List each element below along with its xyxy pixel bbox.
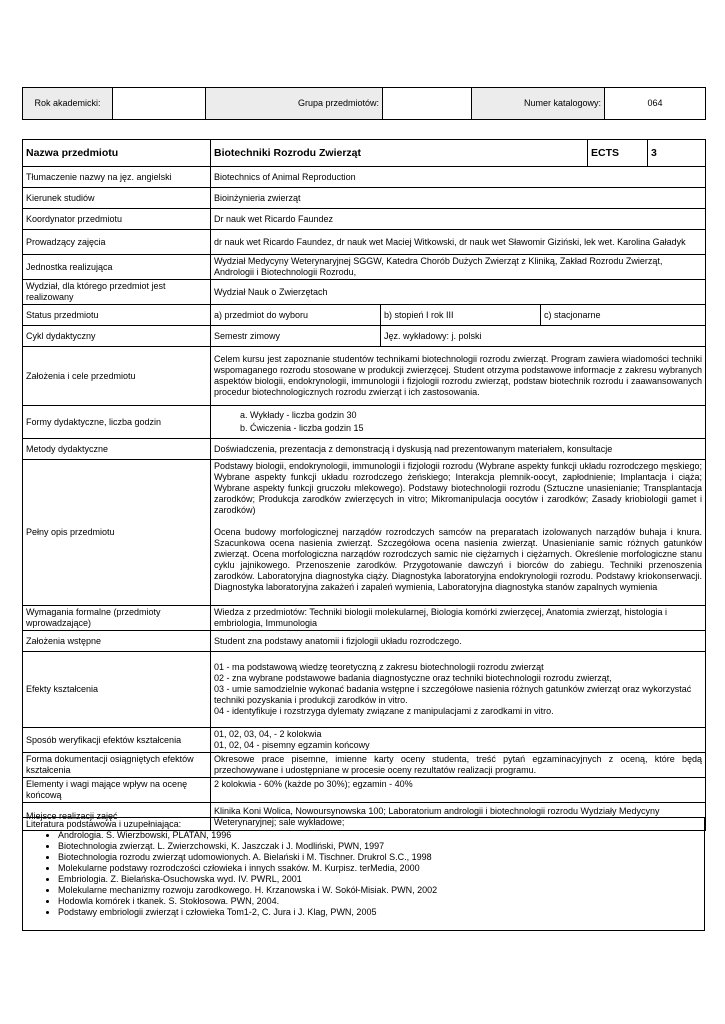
description-paragraph-2: Ocena budowy morfologicznej narządów rozrodczych samców na preparatach izolowanych narządów buhaja i knura. Szacunkowa ocena nasienia zwierząt. Szczegółowa ocena nasienia zwierząt. Unasienianie samic różnych gatunków zwierząt. Ocena morfologiczna narządów rozrodczych samic nie ciężarnych i ciężarnych. Określenie morfologiczne stanu cyklu jajnikowego. Przenoszenie zarodków. Przygotowanie dawczyń i biorców do zabiegu. Techniki przenoszenia zarodków. Laboratoryjna diagnostyka ciąży. Diagnostyka laboratoryjna endokrynologii rozrodu. Podstawy kriokonserwacji. Diagnostyka laboratoryjna zakażeń i zapaleń wymienia, Laboratoryjna diagnostyka stanów zapalnych wymienia	[214, 527, 703, 592]
academic-year-label: Rok akademicki:	[23, 88, 113, 120]
grading-label: Elementy i wagi mające wpływ na ocenę końcową	[23, 778, 211, 803]
methods-row	[23, 439, 706, 460]
verification-line: 01, 02, 03, 04, - 2 kolokwia	[214, 729, 322, 739]
outcome-item: 02 - zna wybrane podstawowe badania diagnostyczne oraz techniki biotechnologii rozrodu zwierząt,	[214, 673, 612, 683]
unit-row	[23, 255, 706, 280]
course-name-value: Biotechniki Rozrodu Zwierząt	[211, 140, 588, 167]
location-label: Miejsce realizacji zajęć	[23, 803, 211, 831]
prerequisites-row	[23, 631, 706, 652]
status-level: b) stopień I rok III	[381, 305, 541, 326]
requirements-value: Wiedza z przedmiotów: Techniki biologii molekularnej, Biologia komórki zwierzęcej, Anatomia zwierząt, histologia i embriologia, Immunologia	[211, 606, 706, 631]
cycle-row	[23, 326, 706, 347]
instructors-value: dr nauk wet Ricardo Faundez, dr nauk wet Maciej Witkowski, dr nauk wet Sławomir Giziński, lek wet. Karolina Gaładyk	[211, 230, 706, 255]
literature-item: • Biotechnologia rozrodu zwierząt udomowionych. A. Bielański i M. Tischner. Drukrol S.C., 1998	[58, 852, 701, 863]
status-row	[23, 305, 706, 326]
forms-label: Formy dydaktyczne, liczba godzin	[23, 406, 211, 439]
prerequisites-label: Założenia wstępne	[23, 631, 211, 652]
course-description-table	[22, 139, 706, 831]
forms-row	[23, 406, 706, 439]
english-name-value: Biotechnics of Animal Reproduction	[211, 167, 706, 188]
english-name-row	[23, 167, 706, 188]
literature-item: • Molekularne mechanizmy rozwoju zarodkowego. H. Krzanowska i W. Sokół-Misiak. PWN, 2002	[58, 885, 701, 896]
coordinator-row	[23, 209, 706, 230]
course-name-label: Nazwa przedmiotu	[23, 140, 211, 167]
outcome-item: 01 - ma podstawową wiedzę teoretyczną z zakresu biotechnologii rozrodu zwierząt	[214, 662, 544, 672]
catalog-header-row	[23, 88, 706, 120]
status-mode: c) stacjonarne	[541, 305, 706, 326]
description-value	[211, 460, 706, 606]
faculty-value: Wydział Nauk o Zwierzętach	[211, 280, 706, 305]
faculty-row	[23, 280, 706, 305]
description-row	[23, 460, 706, 606]
literature-section	[22, 817, 705, 931]
field-of-study-row	[23, 188, 706, 209]
ects-label: ECTS	[588, 140, 648, 167]
verification-row	[23, 728, 706, 753]
literature-item: • Andrologia. S. Wierzbowski, PLATAN, 1996	[58, 830, 701, 841]
description-paragraph-1: Podstawy biologii, endokrynologii, immunologii i fizjologii rozrodu (Wybrane aspekty funkcji układu rozrodczego męskiego; Wybrane aspekty funkcji układu rozrodczego żeńskiego; Interakcja plemnik-oocyt, zapłodnienie; Implantacja i ciąża; Wybrane aspekty funkcji gruczołu mlekowego). Podstawy biotechnologii rozrodu (Sztuczne unasienianie; Transplantacja zarodków; Produkcja zarodków zwierzęcych in vitro; Mikromanipulacja oocytów i zarodków; Zasady kriobiologii gamet i zarodków)	[214, 461, 703, 515]
outcomes-row	[23, 652, 706, 728]
goals-row	[23, 347, 706, 406]
subject-group-value	[383, 88, 472, 120]
catalog-number-value: 064	[605, 88, 706, 120]
documentation-value: Okresowe prace pisemne, imienne karty oceny studenta, treść pytań egzaminacyjnych z oceną, które będą przechowywane i udostępniane w procesie oceny rezultatów realizacji programu.	[211, 753, 706, 778]
english-name-label: Tłumaczenie nazwy na jęz. angielski	[23, 167, 211, 188]
subject-group-label: Grupa przedmiotów:	[206, 88, 383, 120]
literature-list	[26, 830, 701, 918]
academic-year-value	[113, 88, 206, 120]
faculty-label: Wydział, dla którego przedmiot jest realizowany	[23, 280, 211, 305]
documentation-row	[23, 753, 706, 778]
coordinator-label: Koordynator przedmiotu	[23, 209, 211, 230]
prerequisites-value: Student zna podstawy anatomii i fizjologii układu rozrodczego.	[211, 631, 706, 652]
field-of-study-label: Kierunek studiów	[23, 188, 211, 209]
verification-line: 01, 02, 04 - pisemny egzamin końcowy	[214, 740, 370, 750]
coordinator-value: Dr nauk wet Ricardo Faundez	[211, 209, 706, 230]
unit-value: Wydział Medycyny Weterynaryjnej SGGW, Katedra Chorób Dużych Zwierząt z Kliniką, Zakład Rozrodu Zwierząt, Andrologii i Biotechnologii Rozrodu,	[211, 255, 706, 280]
outcome-item: 03 - umie samodzielnie wykonać badania wstępne i szczegółowe nasienia różnych gatunków zwierząt oraz wykorzystać techniki pozyskania i produkcji zarodków in vitro.	[214, 684, 692, 705]
literature-item: • Molekularne podstawy rozrodczości człowieka i innych ssaków. M. Kurpisz. terMedia, 2000	[58, 863, 701, 874]
cycle-label: Cykl dydaktyczny	[23, 326, 211, 347]
goals-value: Celem kursu jest zapoznanie studentów technikami biotechnologii rozrodu zwierząt. Program zawiera wiadomości techniki wspomaganego rozrodu stosowane w produkcji zwierzęcej. Student otrzyma podstawowe informacje z zakresu wybranych aspektów biologii, endokrynologii, immunologii i fizjologii rozrodu zwierząt, podstaw biotechnik rozrodu i zaawansowanych procedur biotechnologicznych rozrodu zwierząt i ich zastosowania.	[211, 347, 706, 406]
literature-item: • Podstawy embriologii zwierząt i człowieka Tom1-2, C. Jura i J. Klag, PWN, 2005	[58, 907, 701, 918]
instructors-row	[23, 230, 706, 255]
verification-label: Sposób weryfikacji efektów kształcenia	[23, 728, 211, 753]
literature-item: • Biotechnologia zwierząt. L. Zwierzchowski, K. Jaszczak i J. Modliński, PWN, 1997	[58, 841, 701, 852]
literature-item: • Hodowla komórek i tkanek. S. Stokłosowa. PWN, 2004.	[58, 896, 701, 907]
literature-item: • Embriologia. Z. Bielańska-Osuchowska wyd. IV. PWRL, 2001	[58, 874, 701, 885]
methods-label: Metody dydaktyczne	[23, 439, 211, 460]
catalog-number-label: Numer katalogowy:	[472, 88, 605, 120]
description-label: Pełny opis przedmiotu	[23, 460, 211, 606]
cycle-value: Semestr zimowy	[211, 326, 381, 347]
verification-value	[211, 728, 706, 753]
location-value: Klinika Koni Wolica, Nowoursynowska 100; Laboratorium andrologii i biotechnologii rozrodu Wydziały Medycyny Weterynaryjnej; sale wykładowe;	[211, 803, 706, 831]
requirements-label: Wymagania formalne (przedmioty wprowadzające)	[23, 606, 211, 631]
literature-label: Literatura podstawowa i uzupełniająca:	[26, 819, 182, 829]
grading-row	[23, 778, 706, 803]
ects-value: 3	[648, 140, 706, 167]
grading-value: 2 kolokwia - 60% (każde po 30%); egzamin - 40%	[211, 778, 706, 803]
status-label: Status przedmiotu	[23, 305, 211, 326]
goals-label: Założenia i cele przedmiotu	[23, 347, 211, 406]
instructors-label: Prowadzący zajęcia	[23, 230, 211, 255]
language-value: Jęz. wykładowy: j. polski	[381, 326, 706, 347]
unit-label: Jednostka realizująca	[23, 255, 211, 280]
forms-exercises: b. Ćwiczenia - liczba godzin 15	[250, 423, 702, 434]
course-name-row	[23, 140, 706, 167]
forms-value	[211, 406, 706, 439]
status-elective: a) przedmiot do wyboru	[211, 305, 381, 326]
outcomes-label: Efekty kształcenia	[23, 652, 211, 728]
outcomes-value	[211, 652, 706, 728]
outcome-item: 04 - identyfikuje i rozstrzyga dylematy związane z manipulacjami z zarodkami in vitro.	[214, 706, 554, 716]
forms-lectures: a. Wykłady - liczba godzin 30	[250, 410, 702, 421]
methods-value: Doświadczenia, prezentacja z demonstracją i dyskusją nad prezentowanym materiałem, konsultacje	[211, 439, 706, 460]
requirements-row	[23, 606, 706, 631]
field-of-study-value: Bioinżynieria zwierząt	[211, 188, 706, 209]
documentation-label: Forma dokumentacji osiągniętych efektów kształcenia	[23, 753, 211, 778]
catalog-header-table	[22, 87, 706, 120]
